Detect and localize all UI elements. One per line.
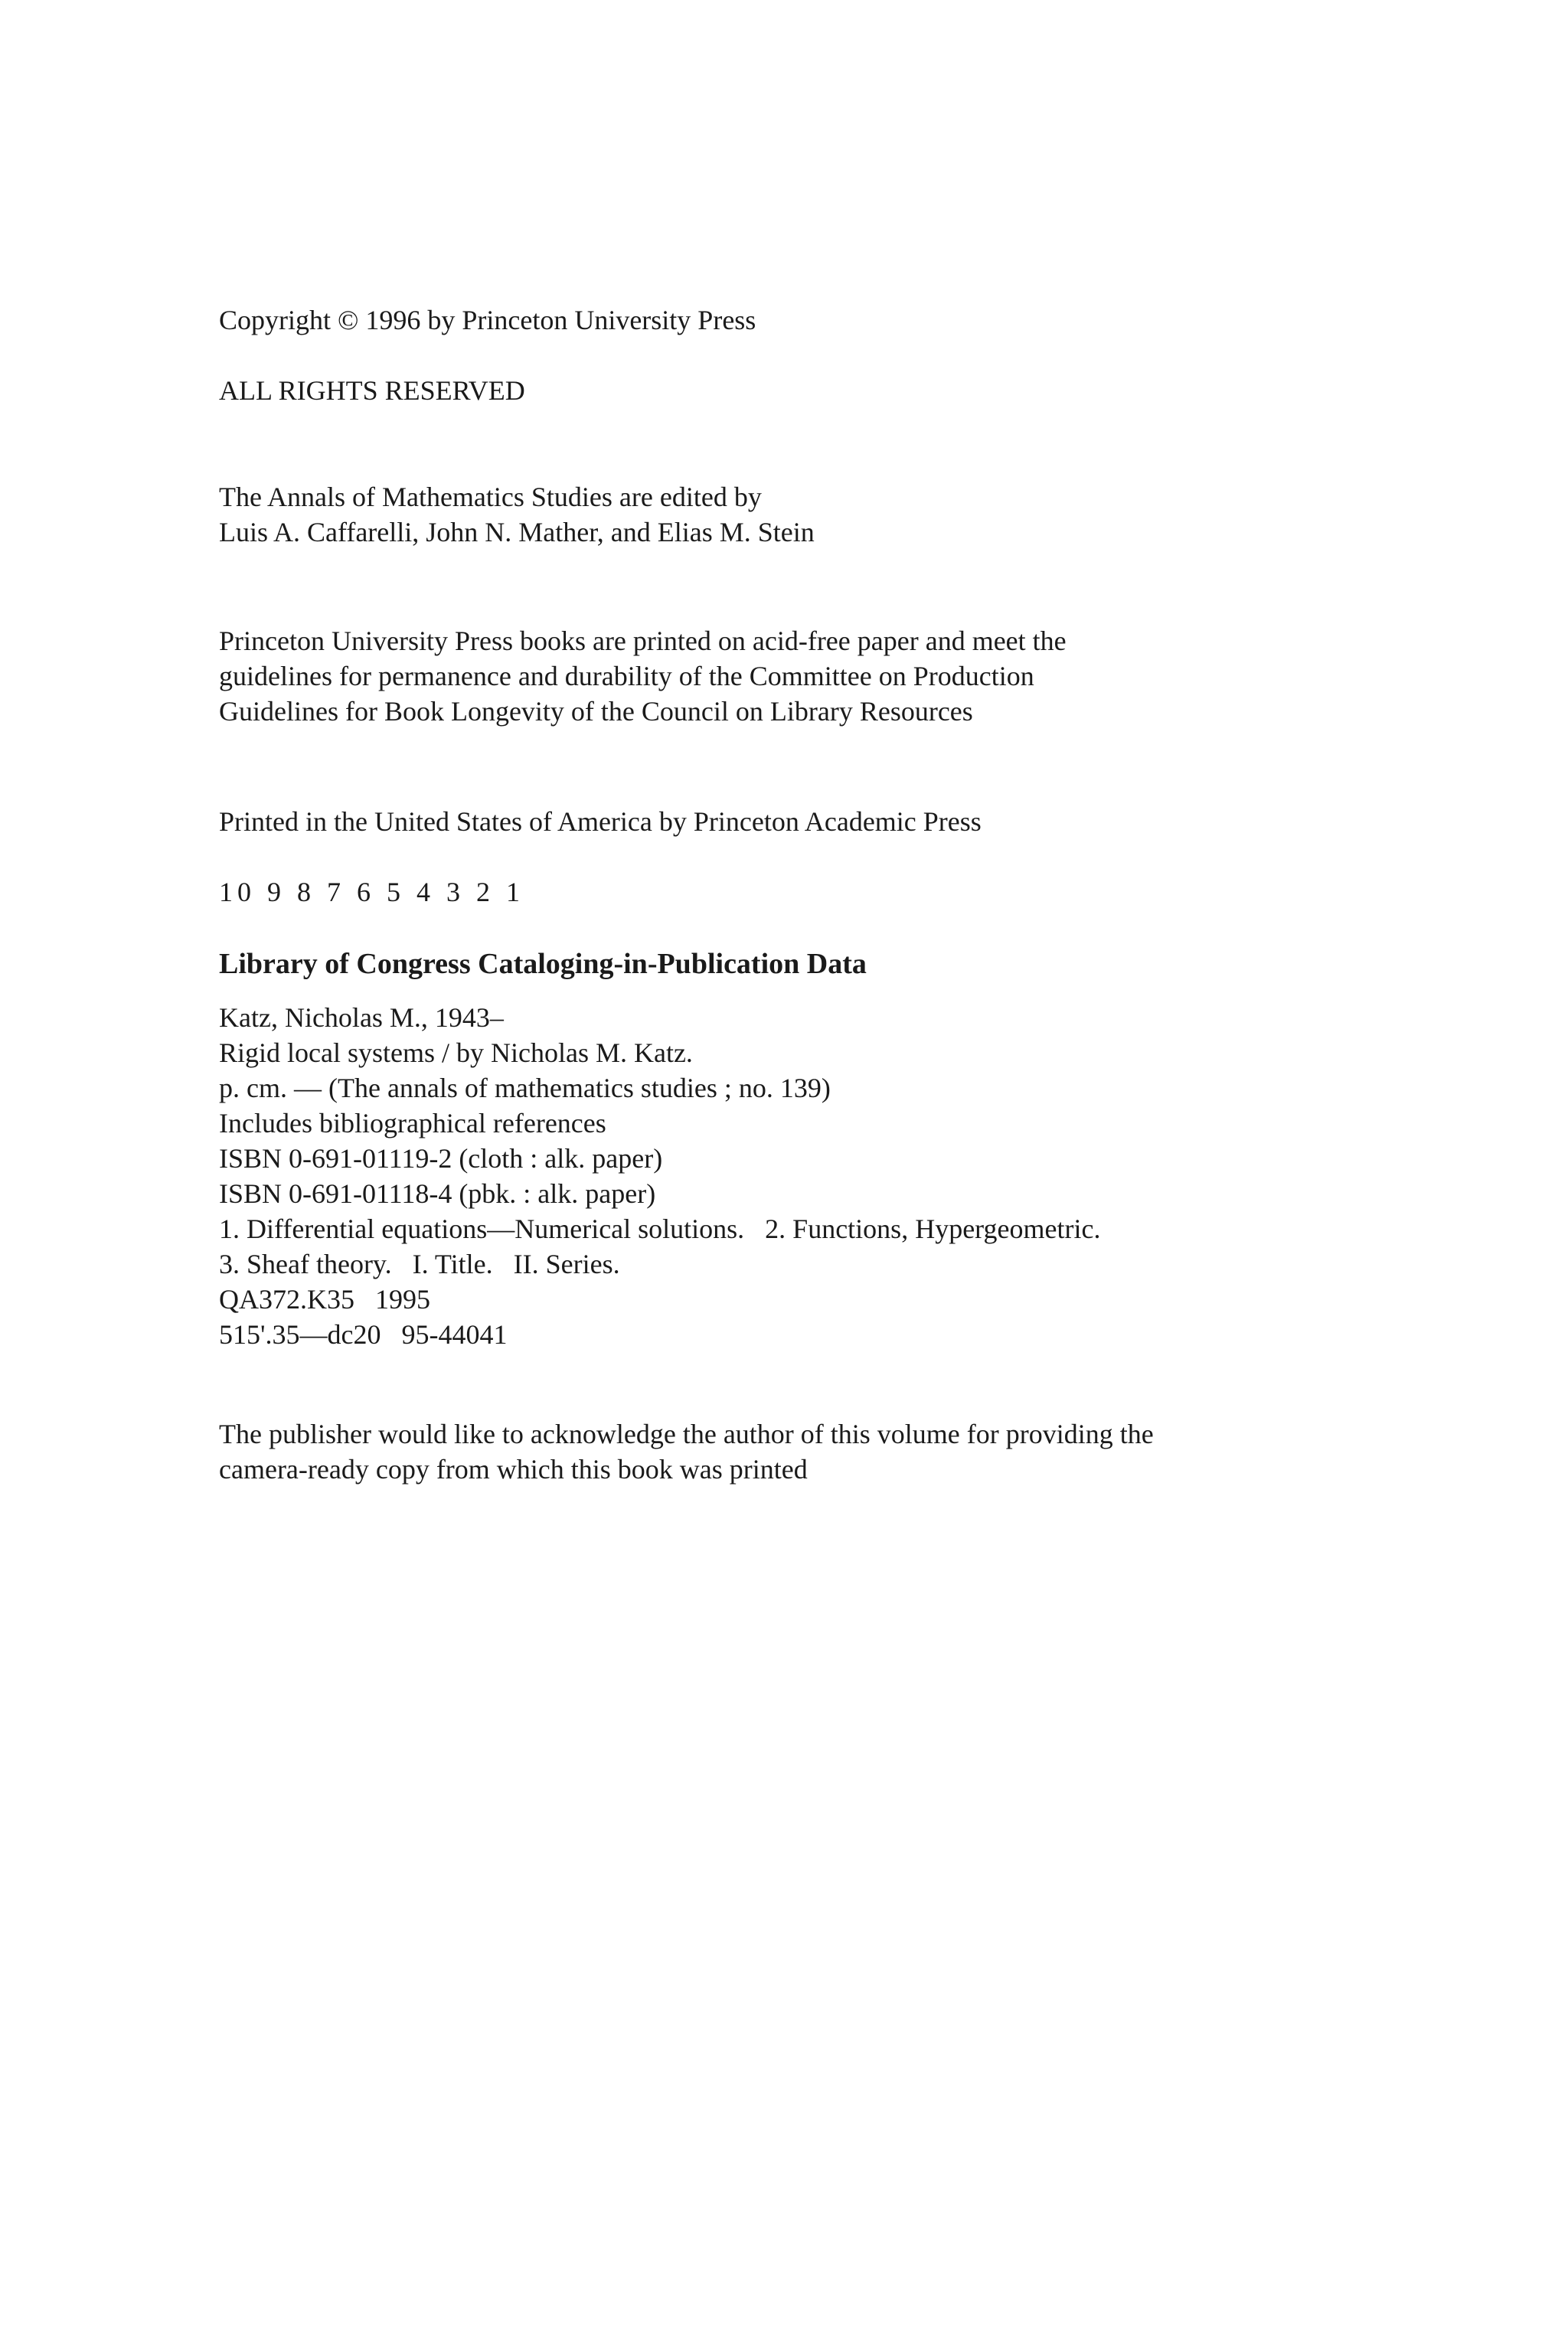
paper-notice-line: Guidelines for Book Longevity of the Council on Library Resources	[219, 696, 973, 727]
cip-line: 3. Sheaf theory. I. Title. II. Series.	[219, 1249, 620, 1279]
copyright-line	[219, 302, 1367, 338]
printed-text: Printed in the United States of America by Princeton Academic Press	[219, 806, 982, 837]
acknowledgement-line: The publisher would like to acknowledge the author of this volume for providing the	[219, 1419, 1154, 1449]
acknowledgement-line: camera-ready copy from which this book was printed	[219, 1454, 808, 1485]
print-run-numbers: 10 9 8 7 6 5 4 3 2 1	[219, 877, 524, 907]
copyright-text: Copyright © 1996 by Princeton University Press	[219, 305, 756, 335]
cip-line: 515'.35—dc20 95-44041	[219, 1319, 508, 1350]
acknowledgement-paragraph	[219, 1416, 1367, 1487]
rights-line	[219, 373, 1367, 408]
rights-text: ALL RIGHTS RESERVED	[219, 375, 525, 406]
cip-line: Rigid local systems / by Nicholas M. Katz.	[219, 1037, 693, 1068]
cip-line: 1. Differential equations—Numerical solutions. 2. Functions, Hypergeometric.	[219, 1214, 1101, 1244]
cip-heading	[219, 946, 1367, 982]
cip-line: Katz, Nicholas M., 1943–	[219, 1002, 504, 1033]
paper-notice-line: Princeton University Press books are printed on acid-free paper and meet the	[219, 626, 1067, 656]
cip-line: Includes bibliographical references	[219, 1108, 606, 1138]
cip-line: ISBN 0-691-01119-2 (cloth : alk. paper)	[219, 1143, 663, 1174]
printed-line	[219, 804, 1367, 839]
cip-line: p. cm. — (The annals of mathematics studies ; no. 139)	[219, 1073, 831, 1103]
print-run-line	[219, 874, 1367, 910]
editors-line: The Annals of Mathematics Studies are edited by	[219, 482, 762, 512]
cip-line: QA372.K35 1995	[219, 1284, 430, 1315]
cip-heading-text: Library of Congress Cataloging-in-Publication Data	[219, 948, 867, 980]
paper-notice-line: guidelines for permanence and durability of the Committee on Production	[219, 661, 1034, 691]
paper-notice-paragraph	[219, 623, 1367, 729]
editors-paragraph	[219, 479, 1367, 550]
cip-line: ISBN 0-691-01118-4 (pbk. : alk. paper)	[219, 1178, 656, 1209]
cip-record	[219, 1000, 1367, 1352]
editors-line: Luis A. Caffarelli, John N. Mather, and Elias M. Stein	[219, 517, 815, 547]
